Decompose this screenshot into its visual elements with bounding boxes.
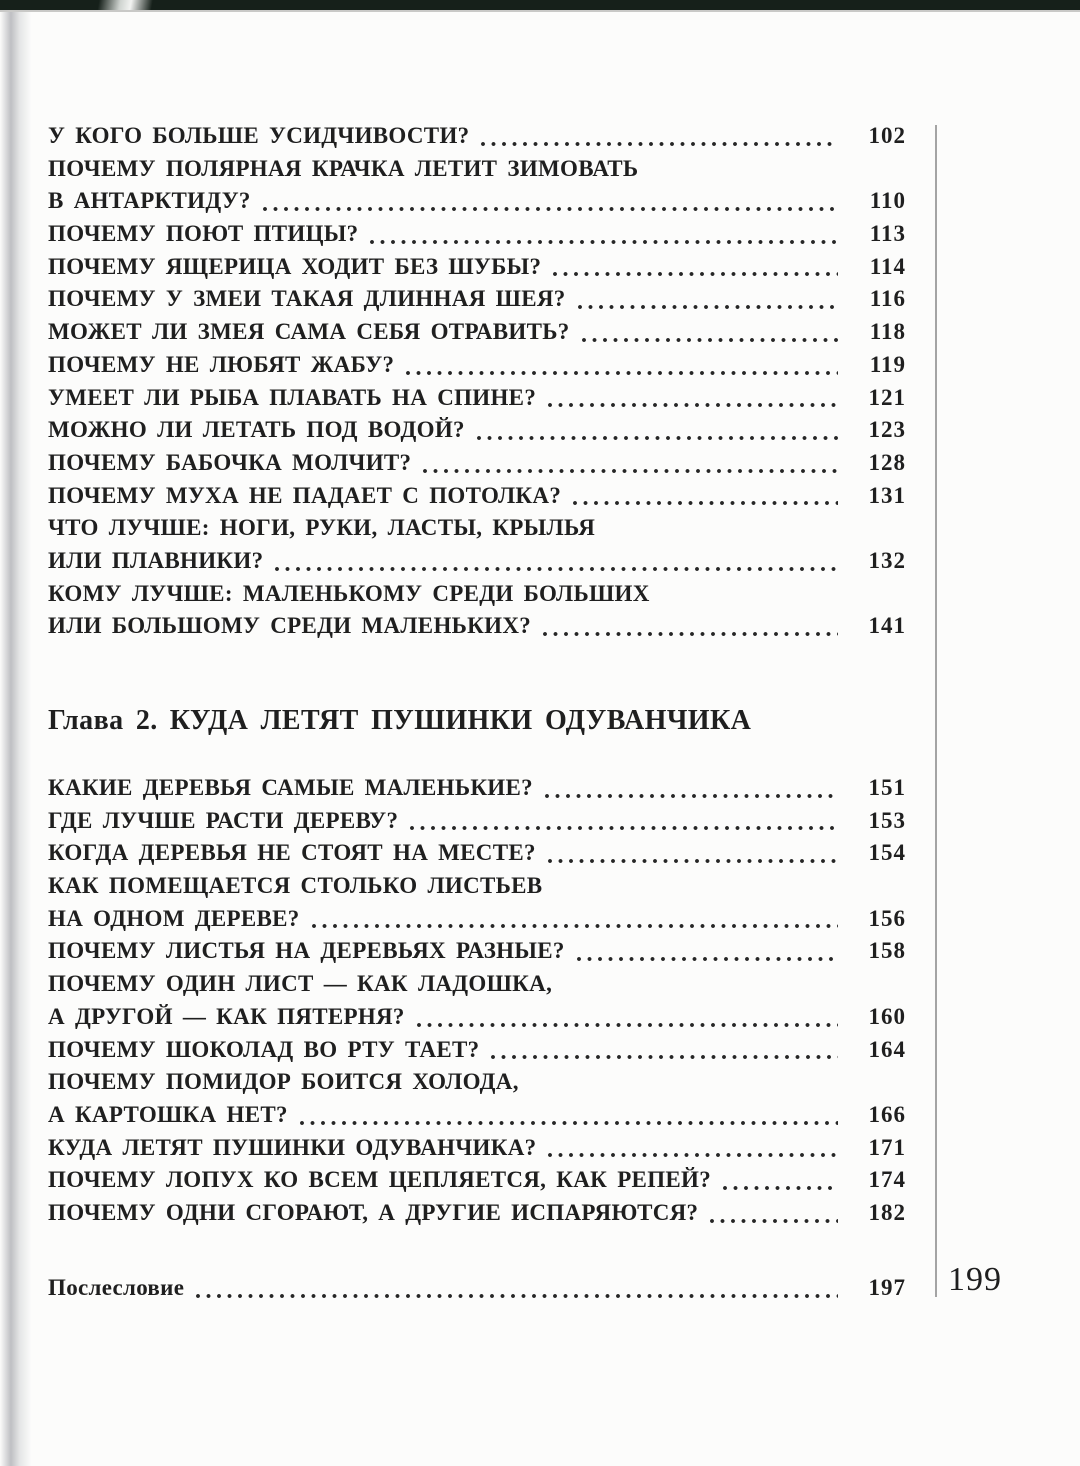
toc-entry-page: 182 — [868, 1199, 906, 1225]
toc-row — [48, 382, 906, 415]
afterword-page: 197 — [868, 1275, 906, 1300]
toc-entry-title: ЧТО ЛУЧШЕ: НОГИ, РУКИ, ЛАСТЫ, КРЫЛЬЯ — [48, 515, 596, 541]
dot-leader — [263, 207, 838, 211]
toc-entry-page: 154 — [868, 840, 906, 866]
toc-row — [48, 120, 906, 153]
toc-row — [48, 414, 906, 447]
toc-entry-page: 118 — [869, 319, 906, 345]
toc-chapter2-entries — [48, 772, 906, 1230]
dot-leader — [545, 794, 838, 798]
dot-leader — [582, 338, 838, 342]
dot-leader — [723, 1186, 838, 1190]
toc-entry-title: ПОЧЕМУ БАБОЧКА МОЛЧИТ? — [48, 449, 412, 475]
toc-chapter1-entries — [48, 120, 906, 643]
toc-entry-title: КОМУ ЛУЧШЕ: МАЛЕНЬКОМУ СРЕДИ БОЛЬШИХ — [48, 580, 650, 606]
toc-entry-title: НА ОДНОМ ДЕРЕВЕ? — [48, 905, 300, 931]
toc-row — [48, 480, 906, 513]
dot-leader — [548, 403, 838, 407]
toc-entry-title: ПОЧЕМУ ЯЩЕРИЦА ХОДИТ БЕЗ ШУБЫ? — [48, 253, 542, 279]
toc-row — [48, 903, 906, 936]
toc-entry-title: В АНТАРКТИДУ? — [48, 188, 251, 214]
toc-entry-title: ПОЧЕМУ ШОКОЛАД ВО РТУ ТАЕТ? — [48, 1036, 480, 1062]
toc-entry-title: А КАРТОШКА НЕТ? — [48, 1101, 288, 1127]
toc-entry-title: ПОЧЕМУ ЛИСТЬЯ НА ДЕРЕВЬЯХ РАЗНЫЕ? — [48, 938, 565, 964]
dot-leader — [577, 957, 838, 961]
dot-leader — [548, 859, 838, 863]
toc-entry-title: КУДА ЛЕТЯТ ПУШИНКИ ОДУВАНЧИКА? — [48, 1134, 537, 1160]
right-margin-rule — [935, 125, 937, 1297]
toc-entry-title: ПОЧЕМУ ЛОПУХ КО ВСЕМ ЦЕПЛЯЕТСЯ, КАК РЕПЕЙ? — [48, 1167, 712, 1193]
toc-entry-page: 151 — [868, 775, 906, 800]
toc-entry-page: 102 — [868, 123, 906, 148]
dot-leader — [417, 1023, 838, 1027]
toc-entry-title: УМЕЕТ ЛИ РЫБА ПЛАВАТЬ НА СПИНЕ? — [48, 384, 537, 410]
dot-leader — [543, 632, 838, 636]
toc-row — [48, 805, 906, 838]
toc-row — [48, 837, 906, 870]
toc-row — [48, 578, 906, 611]
dot-leader — [710, 1219, 838, 1223]
toc-row — [48, 349, 906, 382]
dot-leader — [553, 272, 838, 276]
toc-row — [48, 968, 906, 1001]
toc-entry-page: 164 — [868, 1036, 906, 1062]
dot-leader — [370, 240, 838, 244]
toc-entry-page: 116 — [869, 286, 906, 312]
toc-entry-title: ПОЧЕМУ У ЗМЕИ ТАКАЯ ДЛИННАЯ ШЕЯ? — [48, 286, 566, 312]
toc-entry-title: КАК ПОМЕЩАЕТСЯ СТОЛЬКО ЛИСТЬЕВ — [48, 873, 543, 899]
toc-entry-title: ГДЕ ЛУЧШЕ РАСТИ ДЕРЕВУ? — [48, 807, 399, 833]
toc-row — [48, 447, 906, 480]
toc-entry-title: КОГДА ДЕРЕВЬЯ НЕ СТОЯТ НА МЕСТЕ? — [48, 840, 536, 866]
toc-entry-page: 141 — [868, 613, 906, 639]
toc-row — [48, 153, 906, 186]
chapter2-title: КУДА ЛЕТЯТ ПУШИНКИ ОДУВАНЧИКА — [169, 705, 752, 736]
toc-entry-page: 153 — [868, 807, 906, 833]
toc-row — [48, 512, 906, 545]
toc-row — [48, 218, 906, 251]
toc-row — [48, 870, 906, 903]
toc-row — [48, 251, 906, 284]
toc-row — [48, 545, 906, 578]
toc-row — [48, 185, 906, 218]
dot-leader — [578, 305, 838, 309]
toc-entry-title: КАКИЕ ДЕРЕВЬЯ САМЫЕ МАЛЕНЬКИЕ? — [48, 775, 533, 800]
toc-entry-title: ПОЧЕМУ ПОЛЯРНАЯ КРАЧКА ЛЕТИТ ЗИМОВАТЬ — [48, 155, 639, 181]
dot-leader — [491, 1055, 838, 1059]
toc-entry-page: 128 — [868, 449, 906, 475]
dot-leader — [573, 501, 838, 505]
toc-entry-title: У КОГО БОЛЬШЕ УСИДЧИВОСТИ? — [48, 123, 470, 148]
dot-leader — [196, 1294, 838, 1298]
toc-entry-page: 131 — [868, 482, 906, 508]
toc-entry-title: ПОЧЕМУ ПОЮТ ПТИЦЫ? — [48, 221, 359, 247]
page-gutter-shadow — [0, 12, 34, 1466]
toc-row — [48, 316, 906, 349]
toc-entry-title: ПОЧЕМУ ОДИН ЛИСТ — КАК ЛАДОШКА, — [48, 971, 553, 997]
dot-leader — [548, 1153, 838, 1157]
book-cover-edge — [0, 0, 1080, 12]
toc-entry-title: ПОЧЕМУ МУХА НЕ ПАДАЕТ С ПОТОЛКА? — [48, 482, 562, 508]
toc-entry-page: 110 — [869, 188, 906, 214]
dot-leader — [312, 924, 838, 928]
toc-entry-page: 119 — [869, 351, 906, 377]
dot-leader — [300, 1121, 838, 1125]
toc-row — [48, 1034, 906, 1067]
dot-leader — [481, 142, 838, 146]
toc-entry-title: ИЛИ БОЛЬШОМУ СРЕДИ МАЛЕНЬКИХ? — [48, 613, 532, 639]
cover-edge-highlight — [92, 0, 162, 10]
toc-entry-page: 132 — [868, 547, 906, 573]
dot-leader — [275, 567, 838, 571]
toc-entry-title: ПОЧЕМУ ОДНИ СГОРАЮТ, А ДРУГИЕ ИСПАРЯЮТСЯ? — [48, 1199, 699, 1225]
toc-entry-title: ПОЧЕМУ ПОМИДОР БОИТСЯ ХОЛОДА, — [48, 1069, 519, 1095]
toc-row — [48, 1099, 906, 1132]
dot-leader — [406, 371, 838, 375]
dot-leader — [423, 469, 838, 473]
toc-row — [48, 1197, 906, 1230]
toc-entry-page: 123 — [868, 417, 906, 443]
toc-row — [48, 1132, 906, 1165]
toc-row — [48, 1164, 906, 1197]
chapter2-label: Глава 2. — [48, 705, 158, 736]
toc-entry-title: МОЖНО ЛИ ЛЕТАТЬ ПОД ВОДОЙ? — [48, 417, 465, 443]
toc-row — [48, 1001, 906, 1034]
toc-entry-page: 156 — [868, 905, 906, 931]
chapter2-heading — [48, 705, 751, 737]
page-number: 199 — [948, 1261, 1002, 1298]
dot-leader — [410, 826, 838, 830]
toc-row — [48, 935, 906, 968]
toc-entry-page: 158 — [868, 938, 906, 964]
toc-entry-page: 121 — [868, 384, 906, 410]
toc-entry-title: А ДРУГОЙ — КАК ПЯТЕРНЯ? — [48, 1003, 405, 1029]
toc-entry-page: 174 — [868, 1167, 906, 1193]
afterword-label: Послесловие — [48, 1275, 185, 1300]
toc-row — [48, 283, 906, 316]
toc-entry-page: 171 — [868, 1134, 906, 1160]
toc-row — [48, 1066, 906, 1099]
toc-entry-page: 113 — [869, 221, 906, 247]
toc-entry-page: 166 — [868, 1101, 906, 1127]
toc-entry-page: 160 — [868, 1003, 906, 1029]
toc-row — [48, 610, 906, 643]
afterword-row — [48, 1272, 906, 1305]
toc-entry-title: ИЛИ ПЛАВНИКИ? — [48, 547, 264, 573]
toc-entry-title: ПОЧЕМУ НЕ ЛЮБЯТ ЖАБУ? — [48, 351, 395, 377]
toc-row — [48, 772, 906, 805]
toc-entry-title: МОЖЕТ ЛИ ЗМЕЯ САМА СЕБЯ ОТРАВИТЬ? — [48, 319, 570, 345]
dot-leader — [477, 436, 838, 440]
toc-entry-page: 114 — [869, 253, 906, 279]
